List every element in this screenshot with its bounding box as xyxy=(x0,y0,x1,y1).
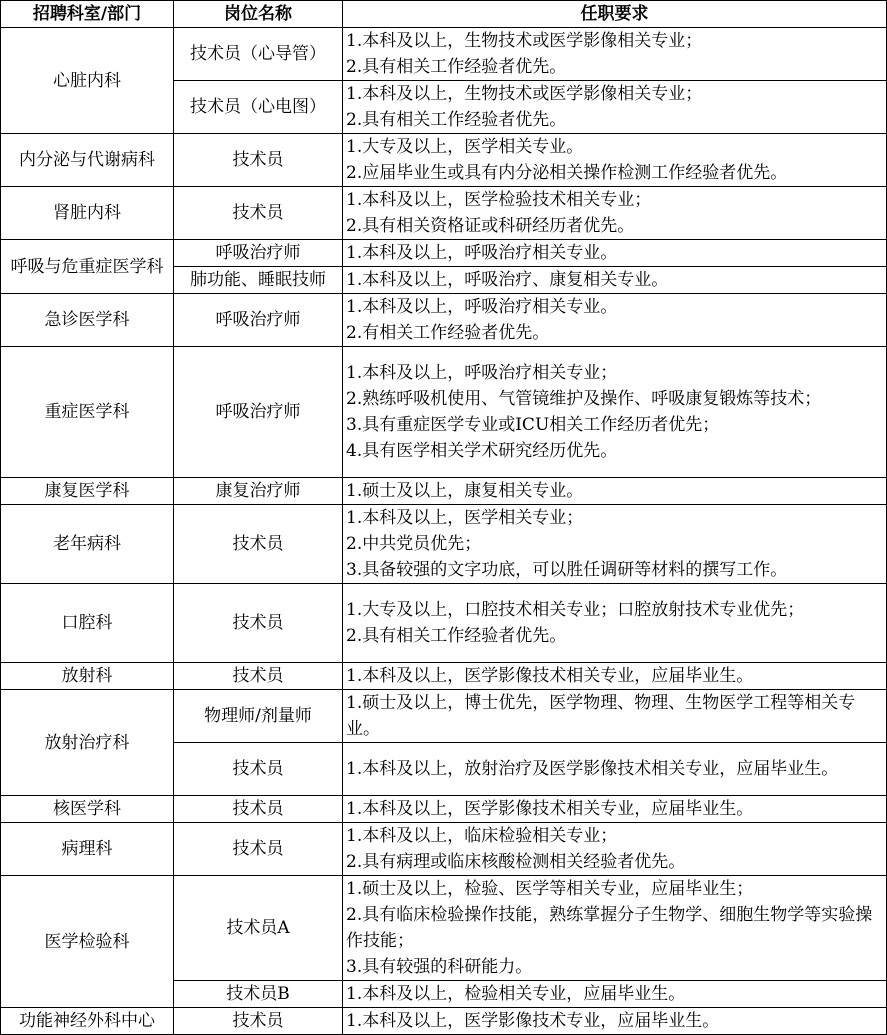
position-cell: 技术员 xyxy=(174,743,343,796)
requirements-cell xyxy=(343,876,887,981)
position-cell: 物理师/剂量师 xyxy=(174,690,343,743)
requirement-line: 1.硕士及以上，检验、医学等相关专业，应届毕业生； xyxy=(346,879,754,899)
dept-cell: 口腔科 xyxy=(1,584,174,663)
requirement-line: 3.具备较强的文字功底，可以胜任调研等材料的撰写工作。 xyxy=(346,560,788,580)
requirement-line: 1.本科及以上，医学影像技术相关专业，应届毕业生。 xyxy=(346,666,754,686)
table-row xyxy=(1,347,887,478)
dept-cell: 病理科 xyxy=(1,823,174,876)
position-cell: 技术员（心导管） xyxy=(174,28,343,81)
position-cell: 技术员A xyxy=(174,876,343,981)
requirements-cell xyxy=(343,28,887,81)
requirements-cell xyxy=(343,981,887,1008)
dept-cell: 急诊医学科 xyxy=(1,294,174,347)
dept-cell: 内分泌与代谢病科 xyxy=(1,134,174,187)
dept-cell: 核医学科 xyxy=(1,796,174,823)
position-cell: 技术员B xyxy=(174,981,343,1008)
table-row xyxy=(1,28,887,81)
position-cell: 技术员 xyxy=(174,505,343,584)
requirements-cell xyxy=(343,690,887,743)
requirement-line: 1.本科及以上，医学影像技术专业，应届毕业生。 xyxy=(346,1011,720,1031)
table-row xyxy=(1,1008,887,1035)
requirement-line: 1.本科及以上，呼吸治疗相关专业； xyxy=(346,363,618,383)
requirement-line: 1.本科及以上，检验相关专业，应届毕业生。 xyxy=(346,984,686,1004)
dept-cell: 放射科 xyxy=(1,663,174,690)
requirements-cell xyxy=(343,743,887,796)
requirement-line: 1.本科及以上，生物技术或医学影像相关专业； xyxy=(346,84,703,104)
requirement-line: 3.具有较强的科研能力。 xyxy=(346,957,533,977)
table-row xyxy=(1,134,887,187)
position-cell: 呼吸治疗师 xyxy=(174,294,343,347)
requirement-line: 1.硕士及以上，康复相关专业。 xyxy=(346,481,584,501)
requirements-cell xyxy=(343,267,887,294)
position-cell: 呼吸治疗师 xyxy=(174,240,343,267)
dept-cell: 医学检验科 xyxy=(1,876,174,1008)
table-row xyxy=(1,584,887,663)
requirement-line: 1.硕士及以上，博士优先，医学物理、物理、生物医学工程等相关专业。 xyxy=(346,693,856,739)
dept-cell: 呼吸与危重症医学科 xyxy=(1,240,174,294)
requirement-line: 1.大专及以上，口腔技术相关专业；口腔放射技术专业优先； xyxy=(346,600,805,620)
requirement-line: 2.熟练呼吸机使用、气管镜维护及操作、呼吸康复锻炼等技术； xyxy=(346,389,822,409)
requirements-cell xyxy=(343,134,887,187)
table-row xyxy=(1,478,887,505)
position-cell: 技术员 xyxy=(174,796,343,823)
table-row xyxy=(1,663,887,690)
requirement-line: 1.本科及以上，呼吸治疗、康复相关专业。 xyxy=(346,270,669,290)
requirement-line: 1.大专及以上，医学相关专业。 xyxy=(346,137,584,157)
header-position: 岗位名称 xyxy=(174,1,343,28)
requirement-line: 3.具有重症医学专业或ICU相关工作经历者优先； xyxy=(346,415,720,435)
requirements-cell xyxy=(343,584,887,663)
dept-cell: 放射治疗科 xyxy=(1,690,174,796)
requirement-line: 1.本科及以上，呼吸治疗相关专业。 xyxy=(346,243,618,263)
position-cell: 肺功能、睡眠技师 xyxy=(174,267,343,294)
requirements-cell xyxy=(343,505,887,584)
dept-cell: 肾脏内科 xyxy=(1,187,174,240)
position-cell: 技术员 xyxy=(174,584,343,663)
requirement-line: 1.本科及以上，医学影像技术相关专业，应届毕业生。 xyxy=(346,799,754,819)
requirement-line: 2.具有相关工作经验者优先。 xyxy=(346,626,567,646)
requirement-line: 2.具有相关工作经验者优先。 xyxy=(346,57,567,77)
dept-cell: 心脏内科 xyxy=(1,28,174,134)
requirement-line: 4.具有医学相关学术研究经历优先。 xyxy=(346,441,618,461)
table-row xyxy=(1,187,887,240)
requirement-line: 1.本科及以上，放射治疗及医学影像技术相关专业，应届毕业生。 xyxy=(346,759,839,779)
requirements-cell xyxy=(343,796,887,823)
position-cell: 技术员 xyxy=(174,187,343,240)
position-cell: 呼吸治疗师 xyxy=(174,347,343,478)
table-row xyxy=(1,876,887,981)
requirements-cell xyxy=(343,294,887,347)
requirement-line: 1.本科及以上，临床检验相关专业； xyxy=(346,826,618,846)
requirements-cell xyxy=(343,240,887,267)
requirement-line: 1.本科及以上，生物技术或医学影像相关专业； xyxy=(346,31,703,51)
position-cell: 技术员 xyxy=(174,823,343,876)
dept-cell: 重症医学科 xyxy=(1,347,174,478)
header-row xyxy=(1,1,887,28)
requirement-line: 2.应届毕业生或具有内分泌相关操作检测工作经验者优先。 xyxy=(346,163,788,183)
table-row xyxy=(1,823,887,876)
requirement-line: 1.本科及以上，呼吸治疗相关专业。 xyxy=(346,297,618,317)
table-row xyxy=(1,294,887,347)
requirements-cell xyxy=(343,1008,887,1035)
requirements-cell xyxy=(343,81,887,134)
dept-cell: 老年病科 xyxy=(1,505,174,584)
requirements-cell xyxy=(343,663,887,690)
requirements-cell xyxy=(343,478,887,505)
header-dept: 招聘科室/部门 xyxy=(1,1,174,28)
requirement-line: 2.具有病理或临床核酸检测相关经验者优先。 xyxy=(346,852,686,872)
table-row xyxy=(1,690,887,743)
position-cell: 技术员 xyxy=(174,663,343,690)
position-cell: 技术员 xyxy=(174,1008,343,1035)
position-cell: 康复治疗师 xyxy=(174,478,343,505)
requirements-cell xyxy=(343,187,887,240)
requirement-line: 2.中共党员优先； xyxy=(346,534,482,554)
requirement-line: 2.有相关工作经验者优先。 xyxy=(346,323,550,343)
requirement-line: 2.具有相关资格证或科研经历者优先。 xyxy=(346,216,635,236)
dept-cell: 康复医学科 xyxy=(1,478,174,505)
requirement-line: 2.具有相关工作经验者优先。 xyxy=(346,110,567,130)
requirements-cell xyxy=(343,823,887,876)
position-cell: 技术员 xyxy=(174,134,343,187)
requirement-line: 1.本科及以上，医学相关专业； xyxy=(346,508,584,528)
header-requirements: 任职要求 xyxy=(343,1,887,28)
requirements-cell xyxy=(343,347,887,478)
position-cell: 技术员（心电图） xyxy=(174,81,343,134)
table-row xyxy=(1,505,887,584)
requirement-line: 1.本科及以上，医学检验技术相关专业； xyxy=(346,190,652,210)
dept-cell: 功能神经外科中心 xyxy=(1,1008,174,1035)
table-row xyxy=(1,240,887,267)
table-row xyxy=(1,796,887,823)
requirement-line: 2.具有临床检验操作技能，熟练掌握分子生物学、细胞生物学等实验操作技能； xyxy=(346,905,873,951)
